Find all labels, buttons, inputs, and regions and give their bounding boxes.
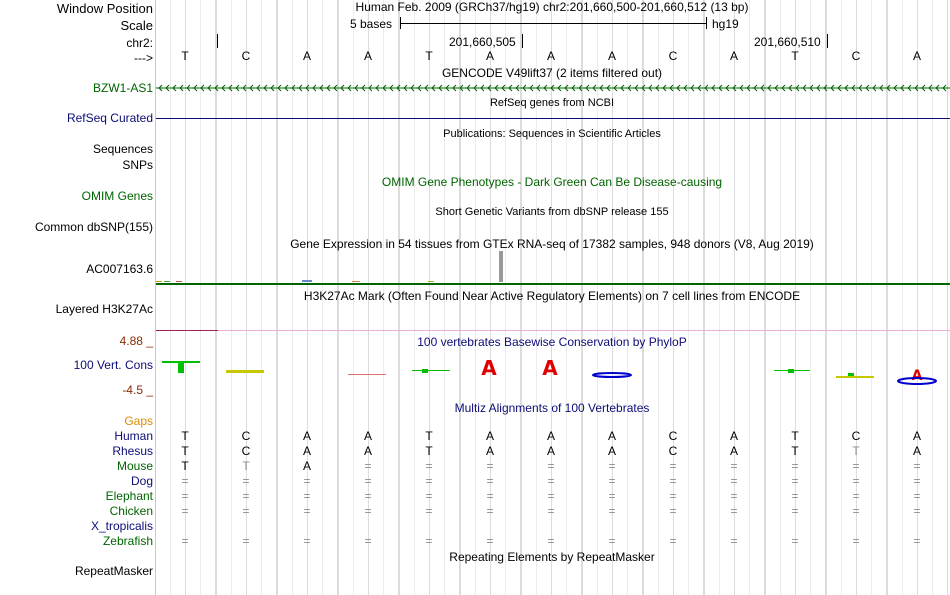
alignment-base-dog: =	[425, 474, 433, 488]
alignment-base-elephant: =	[730, 489, 738, 503]
cons-max-label: 4.88 _	[119, 334, 153, 348]
alignment-base-elephant: =	[669, 489, 677, 503]
track-label-repeatmasker[interactable]: RepeatMasker	[74, 564, 153, 578]
phylop-t-mark	[412, 370, 450, 371]
alignment-base-dog: =	[303, 474, 311, 488]
phylop-logo-a3	[593, 373, 631, 377]
alignment-base-chicken: =	[852, 504, 860, 518]
alignment-base-mouse: T	[242, 459, 250, 473]
gtex-bar-tall	[499, 251, 503, 282]
alignment-base-rhesus: C	[668, 444, 678, 458]
species-label-x-tropicalis[interactable]: X_tropicalis	[90, 519, 153, 533]
strand-arrow-label: --->	[134, 51, 153, 65]
alignment-base-zebrafish: =	[730, 534, 738, 548]
window-position-text: Human Feb. 2009 (GRCh37/hg19) chr2:201,660,500-201,660,512 (13 bp)	[355, 0, 749, 14]
base-letter: A	[546, 49, 556, 63]
alignment-base-human: A	[912, 429, 922, 443]
alignment-base-mouse: =	[425, 459, 433, 473]
alignment-base-zebrafish: =	[852, 534, 860, 548]
phylop-t-bar	[162, 361, 200, 363]
scale-bar-right-tick	[706, 17, 707, 29]
omim-track-title: OMIM Gene Phenotypes - Dark Green Can Be Disease-causing	[381, 175, 723, 189]
track-label-gaps[interactable]: Gaps	[124, 414, 153, 428]
alignment-base-human: C	[851, 429, 861, 443]
alignment-base-zebrafish: =	[181, 534, 189, 548]
alignment-base-dog: =	[669, 474, 677, 488]
gtex-expression-graph[interactable]	[156, 250, 950, 286]
base-letter: C	[241, 49, 251, 63]
gtex-baseline	[156, 283, 950, 285]
phylop-a-mark	[348, 374, 386, 375]
alignment-base-zebrafish: =	[913, 534, 921, 548]
base-letter: A	[729, 49, 739, 63]
ruler-tick-2	[522, 34, 523, 48]
alignment-base-rhesus: A	[729, 444, 739, 458]
species-label-zebrafish[interactable]: Zebrafish	[102, 534, 153, 548]
h3k27ac-signal-segment	[156, 330, 218, 331]
alignment-base-chicken: =	[303, 504, 311, 518]
alignment-base-human: T	[181, 429, 189, 443]
phylop-conservation-graph[interactable]	[156, 355, 950, 395]
species-label-rhesus[interactable]: Rhesus	[112, 444, 153, 458]
alignment-base-chicken: =	[608, 504, 616, 518]
alignment-base-chicken: =	[913, 504, 921, 518]
base-letter: A	[302, 49, 312, 63]
alignment-base-zebrafish: =	[364, 534, 372, 548]
scale-bases-text: 5 bases	[350, 17, 393, 31]
ruler-tick-3	[827, 34, 828, 48]
alignment-base-elephant: =	[852, 489, 860, 503]
alignment-base-zebrafish: =	[669, 534, 677, 548]
alignment-base-dog: =	[913, 474, 921, 488]
gtex-bar-small-4	[302, 280, 312, 282]
alignment-base-human: A	[607, 429, 617, 443]
alignment-base-dog: =	[486, 474, 494, 488]
alignment-base-human: C	[668, 429, 678, 443]
alignment-base-mouse: T	[181, 459, 189, 473]
alignment-base-dog: =	[181, 474, 189, 488]
gtex-bar-small-6	[428, 281, 434, 282]
h3k27ac-baseline	[218, 330, 950, 331]
phylop-t-mark-2-dot	[788, 369, 794, 373]
gencode-track-title: GENCODE V49lift37 (2 items filtered out)	[441, 66, 663, 80]
track-label-layered-h3k27ac[interactable]: Layered H3K27Ac	[55, 302, 153, 316]
phylop-track-title: 100 vertebrates Basewise Conservation by PhyloP	[417, 335, 687, 349]
phylop-c-mark-2-dot	[848, 373, 854, 376]
alignment-base-zebrafish: =	[791, 534, 799, 548]
alignment-base-human: T	[791, 429, 799, 443]
track-label-refseq-curated[interactable]: RefSeq Curated	[66, 111, 153, 125]
gtex-bar-small-1	[156, 281, 162, 282]
alignment-base-human: A	[302, 429, 312, 443]
phylop-t-stem	[178, 363, 184, 373]
alignment-base-elephant: =	[547, 489, 555, 503]
alignment-base-rhesus: T	[181, 444, 189, 458]
refseq-track-title: RefSeq genes from NCBI	[489, 97, 615, 109]
base-letter: A	[607, 49, 617, 63]
alignment-base-zebrafish: =	[242, 534, 250, 548]
alignment-base-dog: =	[608, 474, 616, 488]
alignment-base-mouse: =	[608, 459, 616, 473]
alignment-base-rhesus: T	[425, 444, 433, 458]
alignment-base-human: A	[729, 429, 739, 443]
multiz-track-title: Multiz Alignments of 100 Vertebrates	[454, 401, 650, 415]
alignment-base-dog: =	[547, 474, 555, 488]
alignment-base-human: C	[241, 429, 251, 443]
alignment-base-chicken: =	[547, 504, 555, 518]
alignment-base-rhesus: A	[302, 444, 312, 458]
alignment-base-elephant: =	[364, 489, 372, 503]
alignment-base-chicken: =	[364, 504, 372, 518]
alignment-base-chicken: =	[486, 504, 494, 518]
track-label-100-vert-cons[interactable]: 100 Vert. Cons	[73, 358, 153, 372]
alignment-base-zebrafish: =	[547, 534, 555, 548]
alignment-base-zebrafish: =	[303, 534, 311, 548]
chrom-label: chr2:	[126, 36, 153, 50]
ruler-coord-2: 201,660,510	[754, 35, 821, 49]
species-label-human[interactable]: Human	[114, 429, 153, 443]
phylop-logo-a2: A	[542, 356, 558, 380]
phylop-c-mark-2	[836, 376, 874, 378]
alignment-base-mouse: A	[302, 459, 312, 473]
alignment-base-human: A	[363, 429, 373, 443]
track-label-bzw1-as1[interactable]: BZW1-AS1	[92, 81, 153, 95]
alignment-base-chicken: =	[181, 504, 189, 518]
alignment-base-elephant: =	[181, 489, 189, 503]
base-letter: T	[425, 49, 433, 63]
track-label-common-dbsnp[interactable]: Common dbSNP(155)	[34, 220, 153, 234]
alignment-base-rhesus: T	[791, 444, 799, 458]
base-letter: A	[912, 49, 922, 63]
alignment-base-elephant: =	[425, 489, 433, 503]
alignment-base-chicken: =	[730, 504, 738, 518]
gtex-bar-small-3	[176, 281, 182, 282]
repeatmasker-track-title: Repeating Elements by RepeatMasker	[449, 550, 655, 564]
alignment-base-mouse: =	[669, 459, 677, 473]
alignment-base-zebrafish: =	[608, 534, 616, 548]
phylop-t-mark-dot	[422, 369, 428, 373]
track-label-ac007163[interactable]: AC007163.6	[86, 262, 153, 276]
species-label-elephant[interactable]: Elephant	[105, 489, 153, 503]
track-label-sequences[interactable]: Sequences	[92, 142, 153, 156]
base-letter: C	[851, 49, 861, 63]
scale-label: Scale	[120, 18, 153, 33]
alignment-base-chicken: =	[425, 504, 433, 518]
alignment-base-elephant: =	[242, 489, 250, 503]
species-label-mouse[interactable]: Mouse	[116, 459, 153, 473]
gtex-track-title: Gene Expression in 54 tissues from GTEx RNA-seq of 17382 samples, 948 donors (V8, Aug 2019)	[290, 237, 814, 251]
alignment-base-mouse: =	[730, 459, 738, 473]
scale-bar	[400, 23, 706, 24]
alignment-base-human: T	[425, 429, 433, 443]
base-letter: T	[791, 49, 799, 63]
gtex-bar-small-5	[352, 281, 360, 282]
base-letter: C	[668, 49, 678, 63]
phylop-c-mark	[226, 370, 264, 373]
assembly-name: hg19	[712, 17, 739, 31]
phylop-logo-a4: A	[911, 368, 923, 384]
base-letter: T	[181, 49, 189, 63]
base-letter: A	[363, 49, 373, 63]
alignment-base-chicken: =	[791, 504, 799, 518]
cons-min-label: -4.5 _	[122, 383, 153, 397]
alignment-base-rhesus: A	[607, 444, 617, 458]
ruler-tick-1	[217, 34, 218, 48]
alignment-base-chicken: =	[669, 504, 677, 518]
alignment-base-rhesus: T	[852, 444, 860, 458]
track-image[interactable]	[156, 0, 950, 595]
publications-track-title: Publications: Sequences in Scientific Articles	[443, 128, 661, 140]
alignment-base-rhesus: A	[546, 444, 556, 458]
alignment-base-mouse: =	[364, 459, 372, 473]
phylop-logo-a1: A	[481, 356, 497, 380]
alignment-base-mouse: =	[791, 459, 799, 473]
alignment-base-rhesus: C	[241, 444, 251, 458]
alignment-base-rhesus: A	[912, 444, 922, 458]
alignment-base-human: A	[546, 429, 556, 443]
ruler-coord-1: 201,660,505	[449, 35, 516, 49]
alignment-base-elephant: =	[913, 489, 921, 503]
alignment-base-chicken: =	[242, 504, 250, 518]
base-letter: A	[485, 49, 495, 63]
alignment-base-zebrafish: =	[486, 534, 494, 548]
alignment-base-elephant: =	[791, 489, 799, 503]
alignment-base-elephant: =	[303, 489, 311, 503]
track-label-panel	[0, 0, 155, 595]
window-position-label: Window Position	[56, 1, 153, 16]
alignment-base-dog: =	[364, 474, 372, 488]
refseq-gene-line[interactable]	[156, 118, 950, 119]
alignment-base-zebrafish: =	[425, 534, 433, 548]
bzw1-as1-gene-feature[interactable]	[156, 83, 950, 93]
alignment-base-rhesus: A	[485, 444, 495, 458]
alignment-base-dog: =	[730, 474, 738, 488]
species-label-dog[interactable]: Dog	[130, 474, 153, 488]
alignment-base-human: A	[485, 429, 495, 443]
alignment-base-dog: =	[852, 474, 860, 488]
alignment-base-mouse: =	[913, 459, 921, 473]
alignment-base-elephant: =	[608, 489, 616, 503]
alignment-base-mouse: =	[852, 459, 860, 473]
h3k27ac-track-title: H3K27Ac Mark (Often Found Near Active Regulatory Elements) on 7 cell lines from ENCODE	[303, 289, 801, 303]
alignment-base-elephant: =	[486, 489, 494, 503]
track-label-snps[interactable]: SNPs	[122, 158, 153, 172]
alignment-base-dog: =	[791, 474, 799, 488]
dbsnp-track-title: Short Genetic Variants from dbSNP release 155	[435, 206, 669, 218]
species-label-chicken[interactable]: Chicken	[109, 504, 153, 518]
alignment-base-dog: =	[242, 474, 250, 488]
alignment-base-mouse: =	[486, 459, 494, 473]
alignment-base-rhesus: A	[363, 444, 373, 458]
track-label-omim-genes[interactable]: OMIM Genes	[81, 189, 153, 203]
alignment-base-mouse: =	[547, 459, 555, 473]
gtex-bar-small-2	[164, 281, 170, 282]
